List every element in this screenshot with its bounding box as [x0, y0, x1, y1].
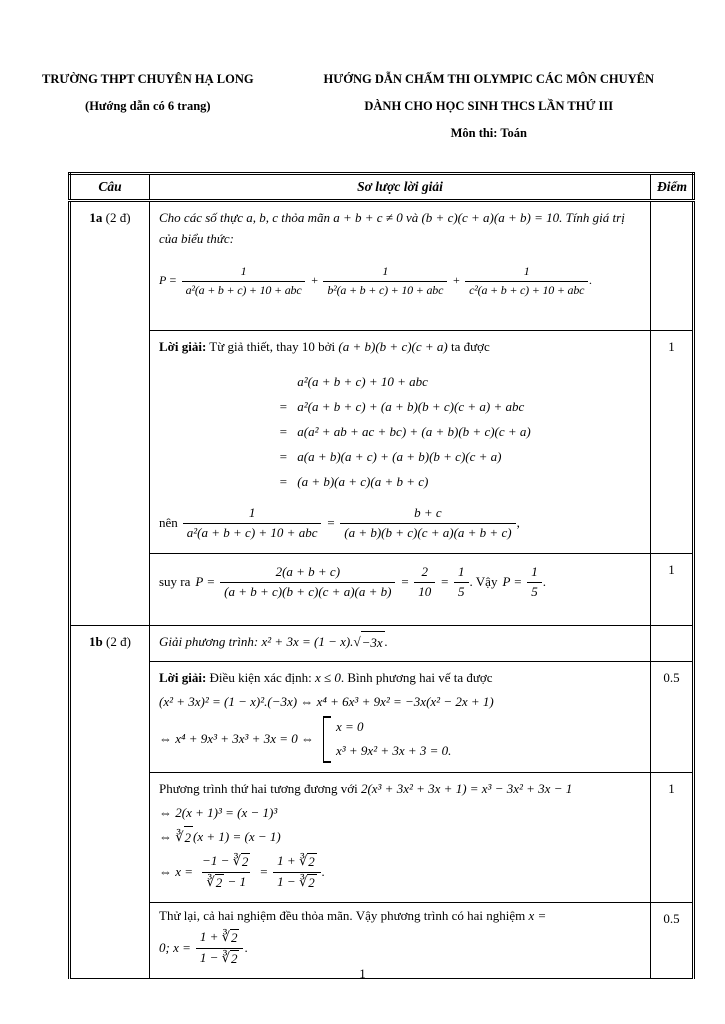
- guide-pages-note: (Hướng dẫn có 6 trang): [85, 99, 211, 113]
- nen-word: nên: [159, 514, 178, 530]
- question-1a-statement-text: Cho các số thực a, b, c thỏa mãn a + b + c ≠ 0 và (b + c)(c + a)(a + b) = 10. Tính giá trị của biểu thức:: [159, 210, 625, 247]
- suyra-word: suy ra: [159, 573, 191, 589]
- row-1a-statement: [70, 201, 694, 331]
- equals-sign: =: [326, 514, 336, 530]
- question-1b-statement-text: Giải phương trình: x² + 3x = (1 − x). √ −3x .: [159, 631, 641, 653]
- cbrt-radical: ∛ 2: [298, 853, 315, 870]
- p-lhs: P =: [502, 573, 523, 589]
- school-name: TRƯỜNG THPT CHUYÊN HẠ LONG: [42, 72, 254, 86]
- subject-line: Môn thi: Toán: [450, 126, 527, 140]
- suyra-equation: [159, 563, 641, 602]
- question-1a-id: 1a: [89, 210, 103, 225]
- equals-sign: =: [440, 573, 450, 589]
- question-1b-statement-cell: [150, 626, 651, 662]
- row-1b-step2: [70, 772, 694, 902]
- question-1b-solution-cell: [150, 662, 651, 773]
- cube-equation: ⇔ 2(x + 1)³ = (x − 1)³: [159, 804, 278, 820]
- question-1b-points: (2 đ): [102, 634, 131, 649]
- fraction: $\frac{2}{10}$: [414, 563, 435, 602]
- solution-table: [68, 172, 695, 979]
- factored-equation: ⇔ x⁴ + 9x³ + 3x³ + 3x = 0 ⇔ x = 0 x³ + 9x² + 3x + 3 = 0.: [159, 716, 641, 763]
- fraction: 1 + ∛ 2 1 − ∛ 2: [273, 852, 321, 893]
- score-1b-step2: 1: [651, 772, 694, 902]
- cbrt-sign: ∛: [221, 949, 230, 965]
- score-1b-step1: 0.5: [651, 662, 694, 773]
- period: .: [542, 573, 546, 589]
- p-formula: [159, 263, 641, 299]
- period: .: [244, 939, 248, 955]
- solution-label: Lời giải:: [159, 670, 207, 686]
- equals-sign: =: [259, 864, 269, 879]
- fraction: $\frac{2(a + b + c)}{(a + b + c)(b + c)(c + a)(a + b)}$: [220, 563, 395, 602]
- row-1b-statement: [70, 626, 694, 662]
- doc-title-line2: DÀNH CHO HỌC SINH THCS LẦN THỨ III: [364, 99, 614, 113]
- col-header-score: Điểm: [651, 174, 694, 201]
- school-block: [42, 66, 254, 147]
- document-header: [42, 66, 654, 147]
- equals-sign: =: [400, 573, 410, 589]
- final-check-text: Thử lại, cả hai nghiệm đều thỏa mãn. Vậy phương trình có hai nghiệm x =: [159, 907, 547, 923]
- doc-title-line1: HƯỚNG DẪN CHẤM THI OLYMPIC CÁC MÔN CHUYÊN: [323, 72, 654, 86]
- solution-intro-text-2: ta được: [447, 339, 490, 354]
- cbrt-radical: ∛ 2: [298, 873, 315, 890]
- p-lhs: P =: [195, 573, 216, 589]
- question-1b-step2-cell: [150, 772, 651, 902]
- vay-word: . Vậy: [469, 573, 498, 589]
- cbrt-sign: ∛: [175, 829, 184, 845]
- cbrt-radical: ∛ 2: [232, 853, 249, 870]
- period: .: [589, 273, 593, 288]
- score-1b-conclusion: 0.5: [651, 902, 694, 978]
- case-1: x = 0: [335, 719, 364, 735]
- score-1a-conclusion: 1: [651, 554, 694, 626]
- cbrt-sign: ∛: [221, 928, 230, 944]
- derivation-line: = a²(a + b + c) + (a + b)(b + c)(c + a) + abc: [278, 399, 525, 415]
- derivation-line: = a(a + b)(a + c) + (a + b)(b + c)(c + a): [278, 449, 502, 465]
- question-1a-solution-cell: [150, 331, 651, 554]
- cbrt-sign: ∛: [232, 853, 241, 869]
- derivation-line: = (a + b)(a + c)(a + b + c): [278, 474, 429, 490]
- fraction: $\frac{1}{\text{c²(a + b + c) + 10 + abc}}$: [465, 263, 588, 299]
- row-1b-solution: [70, 662, 694, 773]
- fraction: $\frac{1}{\text{a²(a + b + c) + 10 + abc}}$: [183, 504, 322, 543]
- case-2: x³ + 9x² + 3x + 3 = 0.: [335, 743, 452, 759]
- fraction: 1 + ∛ 2 1 − ∛ 2: [196, 928, 244, 969]
- page-number: 1: [359, 966, 366, 981]
- solution-intro: [159, 336, 641, 357]
- solution-intro-text: Từ giả thiết, thay 10 bởi: [206, 339, 339, 354]
- sqrt-radical: √ −3x: [353, 631, 384, 653]
- fraction: $\frac{b + c}{(a + b)(b + c)(c + a)(a + b + c)}$: [340, 504, 515, 543]
- plus-sign: +: [452, 273, 461, 288]
- cbrt-sign: ∛: [298, 873, 308, 889]
- question-1b-label: [70, 626, 150, 979]
- cbrt-radical: ∛ 2: [206, 873, 223, 890]
- squared-equation: (x² + 3x)² = (1 − x)².(−3x) ⇔ x⁴ + 6x³ + 9x² = −3x(x² − 2x + 1): [159, 694, 494, 710]
- nen-equation: [159, 504, 641, 543]
- row-1a-solution: [70, 331, 694, 554]
- col-header-solution: Sơ lược lời giải: [150, 174, 651, 201]
- question-1a-conclusion-cell: [150, 554, 651, 626]
- cbrt-radical: ∛ 2: [221, 928, 238, 945]
- final-roots: 0; x = 1 + ∛ 2 1 − ∛ 2 .: [159, 928, 641, 969]
- cbrt-equation: ⇔ ∛ 2 (x + 1) = (x − 1): [159, 826, 641, 848]
- score-cell-empty: [651, 201, 694, 331]
- cbrt-sign: ∛: [206, 873, 215, 889]
- score-1a-solution: 1: [651, 331, 694, 554]
- solution-intro-math: (a + b)(b + c)(c + a): [338, 339, 448, 354]
- question-1a-statement-cell: [150, 201, 651, 331]
- fraction: $\frac{1}{5}$: [527, 563, 542, 602]
- row-1a-conclusion: [70, 554, 694, 626]
- cases-bracket: [323, 716, 453, 763]
- title-block: [324, 66, 654, 147]
- question-1a-label: [70, 201, 150, 626]
- score-cell-empty: [651, 626, 694, 662]
- comma: ,: [516, 514, 520, 530]
- solution-intro: Lời giải: Điều kiện xác định: x ≤ 0. Bình phương hai vế ta được: [159, 670, 493, 686]
- fraction: $\frac{1}{\text{b²(a + b + c) + 10 + abc}}$: [323, 263, 447, 299]
- step2-intro: Phương trình thứ hai tương đương với 2(x³ + 3x² + 3x + 1) = x³ − 3x² + 3x − 1: [159, 780, 573, 796]
- cbrt-radical: ∛ 2: [175, 826, 193, 848]
- plus-sign: +: [310, 273, 319, 288]
- solution-label: Lời giải:: [159, 339, 207, 354]
- question-1b-id: 1b: [89, 634, 103, 649]
- x-solution-equation: ⇔ x = −1 − ∛ 2 ∛ 2 − 1 = 1 + ∛ 2 1 − ∛ 2 .: [159, 852, 641, 893]
- derivation-block: [269, 369, 531, 494]
- col-header-cau: Câu: [70, 174, 150, 201]
- fraction: $\frac{1}{\text{a²(a + b + c) + 10 + abc}}$: [182, 263, 306, 299]
- p-formula-lhs: P =: [159, 273, 177, 288]
- sqrt-sign: √: [353, 634, 361, 649]
- derivation-line: a²(a + b + c) + 10 + abc: [297, 374, 428, 390]
- table-header-row: [70, 174, 694, 201]
- derivation-line: = a(a² + ab + ac + bc) + (a + b)(b + c)(c + a): [278, 424, 531, 440]
- cbrt-radical: ∛ 2: [221, 949, 238, 966]
- fraction: $\frac{1}{5}$: [454, 563, 469, 602]
- period: .: [321, 864, 325, 879]
- question-1a-points: (2 đ): [102, 210, 131, 225]
- cbrt-sign: ∛: [298, 853, 308, 869]
- fraction: −1 − ∛ 2 ∛ 2 − 1: [198, 852, 254, 893]
